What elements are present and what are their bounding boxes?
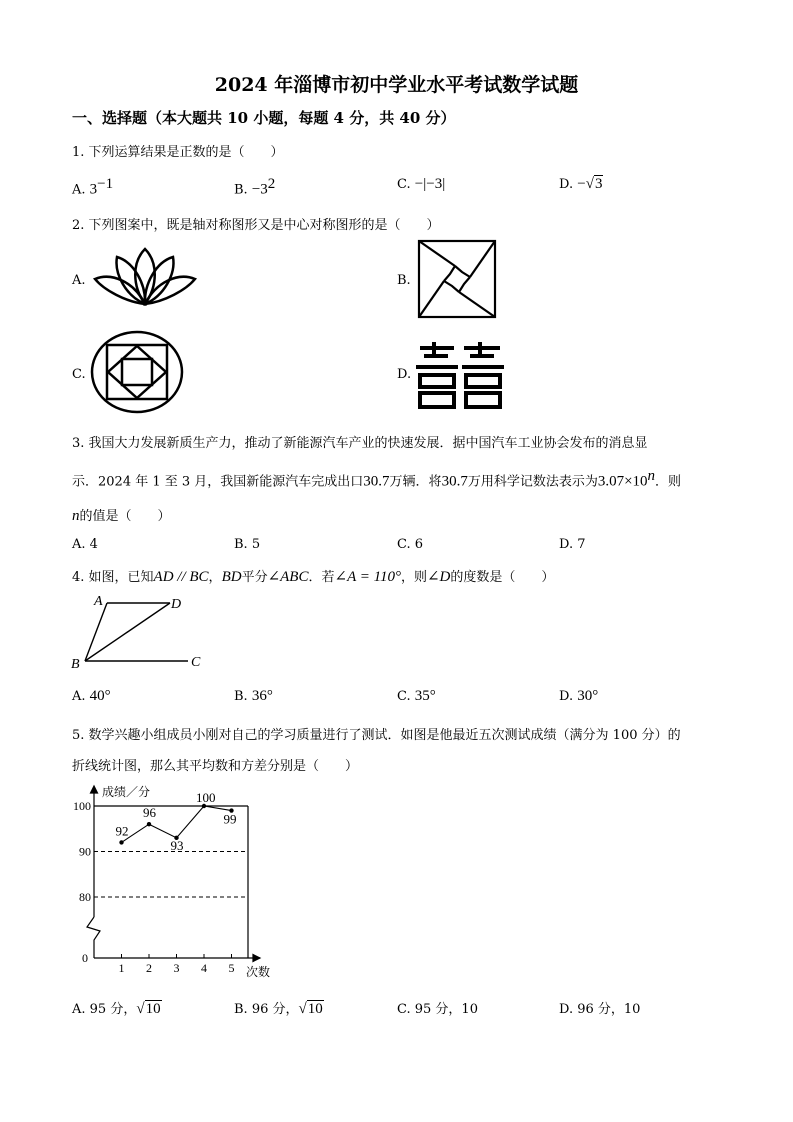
q2-option-b-label[interactable]: B. xyxy=(397,273,411,288)
q4-geometry-figure xyxy=(70,592,210,672)
q2-option-d-label[interactable]: D. xyxy=(397,367,412,382)
q1-option-d[interactable]: D. −√3 xyxy=(559,176,603,192)
pinwheel-square-figure xyxy=(418,240,496,318)
chart-data-label: 99 xyxy=(223,811,237,827)
q4-stem-text-b: ， xyxy=(208,570,222,585)
q5-option-c[interactable]: C. 95 分，10 xyxy=(397,1002,478,1017)
q1-option-b[interactable] xyxy=(234,176,275,198)
q4-stem xyxy=(72,566,554,586)
q4-math-parallel: AD // BC xyxy=(153,569,209,585)
chart-ytick-label: 100 xyxy=(73,799,91,813)
q5-line2: 折线统计图，那么其平均数和方差分别是（ ） xyxy=(72,759,359,774)
q1-option-b-label: B. xyxy=(234,182,248,198)
chart-data-label: 100 xyxy=(196,790,216,805)
chart-xtick-label: 3 xyxy=(173,961,180,975)
q3-option-a[interactable]: A. 4 xyxy=(72,537,98,552)
q3-option-d[interactable]: D. 7 xyxy=(559,537,586,552)
q1-option-a-base: 3 xyxy=(89,181,98,198)
score-line-chart xyxy=(60,780,290,985)
chart-data-label: 93 xyxy=(170,837,184,853)
q4-option-a[interactable] xyxy=(72,688,111,705)
q4-option-c[interactable] xyxy=(397,688,436,705)
q5-option-a[interactable]: A. 95 分，√10 xyxy=(72,1001,161,1017)
chart-xtick-label: 5 xyxy=(228,961,235,975)
q4-math-angle-abc: ∠ABC xyxy=(267,569,309,585)
q4-option-a-value: 40° xyxy=(89,688,111,704)
q1-stem: 1. 下列运算结果是正数的是（ ） xyxy=(72,145,284,160)
q3-line2-text-a: 示．2024 年 1 至 3 月，我国新能源汽车完成出口 xyxy=(72,474,364,490)
q4-stem-text-c: 平分 xyxy=(241,570,268,585)
q1-option-a-label: A. xyxy=(72,182,86,198)
q5-option-a-radicand: 10 xyxy=(145,1001,161,1017)
q3-line3 xyxy=(72,505,171,525)
q3-option-c[interactable]: C. 6 xyxy=(397,537,424,552)
q4-option-b[interactable] xyxy=(234,688,273,705)
q4-math-angle-a: ∠A = 110° xyxy=(334,569,401,585)
q4-option-d-label: D. xyxy=(559,689,574,704)
chart-data-point xyxy=(147,822,151,826)
chart-xtick-label: 4 xyxy=(201,961,207,975)
q4-stem-text-e: ，则 xyxy=(400,570,427,585)
q2-stem: 2. 下列图案中，既是轴对称图形又是中心对称图形的是（ ） xyxy=(72,218,440,233)
paper-title: 2024 年淄博市初中学业水平考试数学试题 xyxy=(214,74,579,96)
q3-exponent: n xyxy=(647,468,656,484)
q2-option-a-label[interactable]: A. xyxy=(72,273,86,288)
q5-option-a-text: A. 95 分， xyxy=(72,1002,137,1017)
q1-option-b-base: −3 xyxy=(251,181,268,198)
chart-ytick-label: 90 xyxy=(79,844,91,859)
q4-option-d-value: 30° xyxy=(577,688,599,704)
chart-data-label: 92 xyxy=(115,823,129,839)
q1-option-d-radicand: 3 xyxy=(594,176,603,192)
q5-option-b[interactable]: B. 96 分，√10 xyxy=(234,1001,323,1017)
q4-label-d: D xyxy=(171,597,182,612)
q3-number-exports-2: 30.7 xyxy=(441,473,468,490)
q3-number-exports: 30.7 xyxy=(363,473,390,490)
q4-option-c-value: 35° xyxy=(414,688,436,704)
q3-line2 xyxy=(72,468,681,490)
section-heading: 一、选择题（本大题共 10 小题，每题 4 分，共 40 分） xyxy=(72,109,456,127)
double-happiness-figure xyxy=(414,340,506,410)
q3-scientific-notation: 3.07×10 xyxy=(597,473,648,490)
lotus-figure xyxy=(90,244,200,309)
q5-option-b-radicand: 10 xyxy=(307,1001,323,1017)
q1-option-d-label: D. xyxy=(559,177,574,192)
q4-option-c-label: C. xyxy=(397,689,411,704)
chart-ytick-label: 80 xyxy=(79,890,91,904)
q4-option-d[interactable] xyxy=(559,688,598,705)
q1-option-d-sign: − xyxy=(577,176,586,192)
q4-label-c: C xyxy=(191,655,201,670)
chart-xlabel: 次数 xyxy=(246,965,271,979)
q3-line2-text-b: 万辆．将 xyxy=(389,474,442,490)
chart-xtick-label: 2 xyxy=(146,961,152,975)
q1-option-c-expr: −|−3| xyxy=(414,176,446,192)
q4-label-b: B xyxy=(71,657,80,672)
q4-option-b-label: B. xyxy=(234,689,248,704)
q3-variable-n: n xyxy=(72,508,80,524)
q5-option-d[interactable]: D. 96 分，10 xyxy=(559,1002,641,1017)
q3-line3-text: 的值是（ ） xyxy=(79,509,171,524)
q5-option-b-text: B. 96 分， xyxy=(234,1002,299,1017)
q4-label-a: A xyxy=(94,594,103,609)
q4-option-a-label: A. xyxy=(72,689,86,704)
q4-option-b-value: 36° xyxy=(251,688,273,704)
q1-option-c-label: C. xyxy=(397,177,411,192)
chart-ylabel: 成绩／分 xyxy=(102,785,151,799)
q4-stem-text-a: 4. 如图，已知 xyxy=(72,570,154,585)
q4-math-angle-d: ∠D xyxy=(426,569,451,585)
q1-option-c[interactable] xyxy=(397,176,445,193)
q4-stem-text-d: ．若 xyxy=(308,570,335,585)
chart-data-point xyxy=(119,840,123,844)
q4-math-bd: BD xyxy=(221,569,242,585)
chart-origin-label: 0 xyxy=(82,951,88,965)
q1-option-a[interactable] xyxy=(72,176,113,198)
q5-line1: 5. 数学兴趣小组成员小刚对自己的学习质量进行了测试．如图是他最近五次测试成绩（满分为 100 分）的 xyxy=(72,728,681,743)
q3-line2-text-c: 万用科学记数法表示为 xyxy=(467,474,598,490)
q3-option-b[interactable]: B. 5 xyxy=(234,537,261,552)
window-lattice-figure xyxy=(90,330,184,414)
q1-option-a-exp: −1 xyxy=(97,176,114,192)
q2-option-c-label[interactable]: C. xyxy=(72,367,86,382)
q3-line2-text-d: ．则 xyxy=(655,474,682,490)
q4-stem-text-f: 的度数是（ ） xyxy=(450,570,555,585)
q1-option-b-exp: 2 xyxy=(267,176,276,192)
chart-xtick-label: 1 xyxy=(118,961,125,975)
chart-data-label: 96 xyxy=(143,805,156,821)
q3-line1: 3. 我国大力发展新质生产力，推动了新能源汽车产业的快速发展．据中国汽车工业协会发布的消息显 xyxy=(72,436,648,451)
